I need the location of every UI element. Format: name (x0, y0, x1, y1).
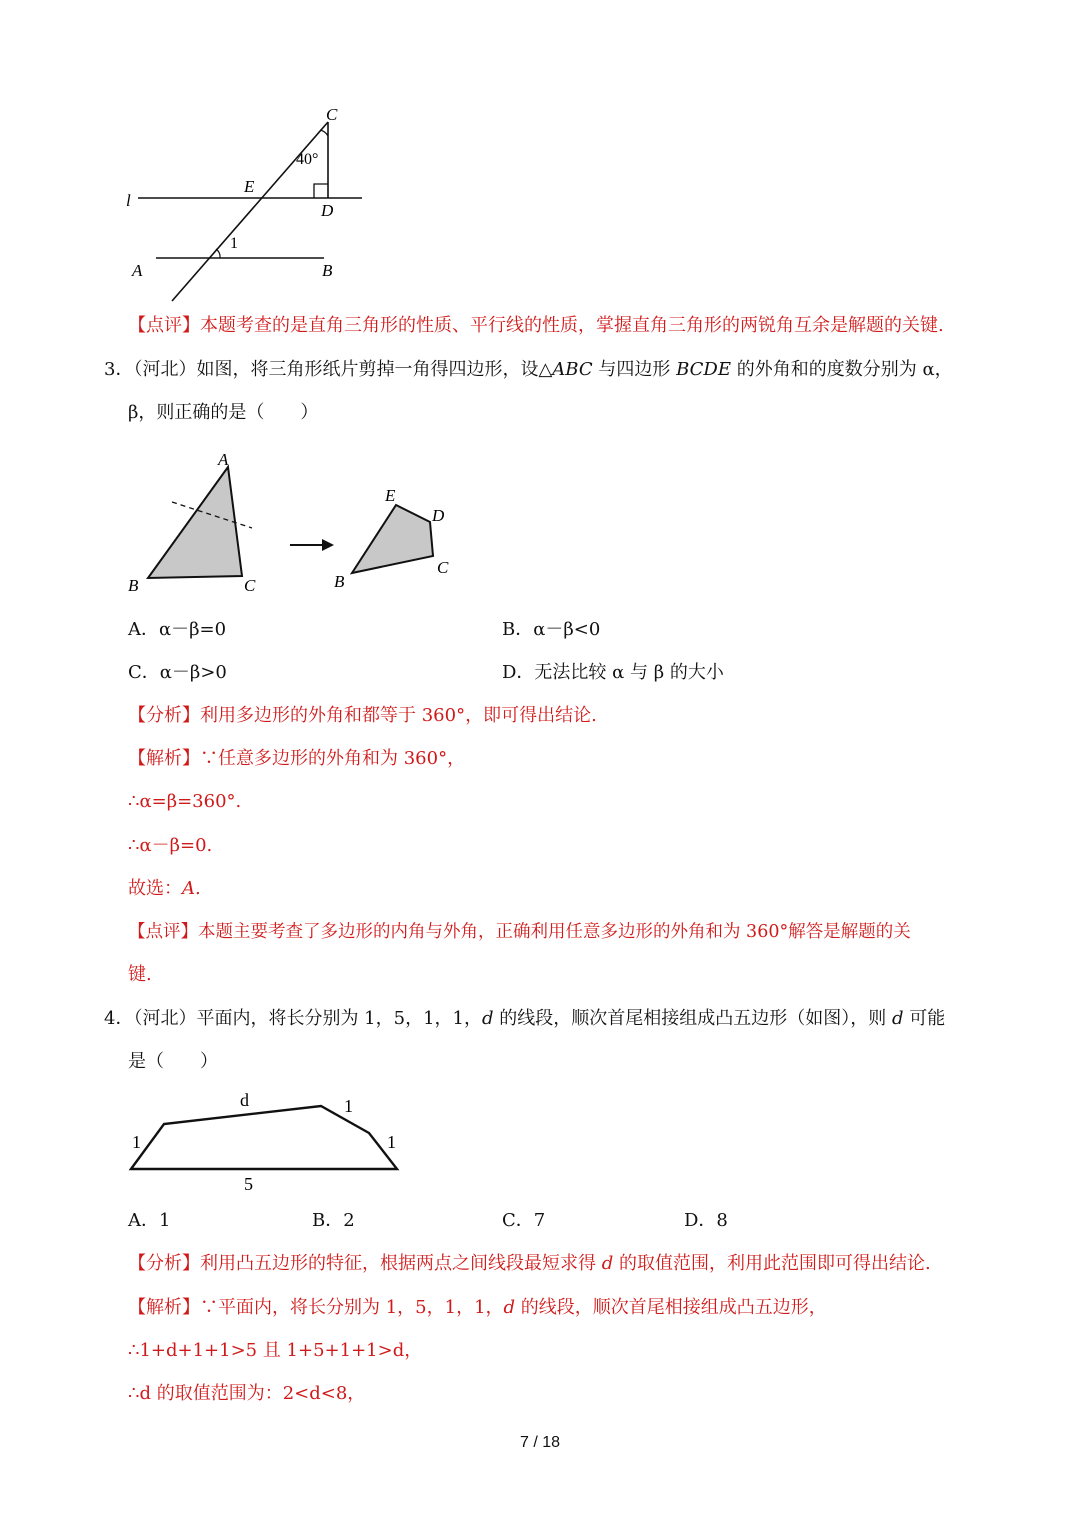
figure-parallel-lines (120, 100, 380, 310)
q3-option-b: B．α－β<0 (502, 619, 601, 640)
q3-option-d: D．无法比较 α 与 β 的大小 (502, 662, 724, 683)
q3-answer: 故选：A. (128, 878, 201, 899)
q4-solution-2: ∴1+d+1+1>5 且 1+5+1+1>d， (128, 1340, 423, 1361)
angle-arc-c (320, 130, 328, 136)
quadrilateral-bcde (352, 505, 433, 573)
label-angle-1: 1 (230, 235, 238, 252)
label-c: C (326, 105, 338, 124)
q2-comment: 【点评】本题考查的是直角三角形的性质、平行线的性质，掌握直角三角形的两锐角互余是解题的关键. (128, 315, 944, 336)
figure-pentagon (120, 1088, 410, 1198)
q3-option-a: A．α－β=0 (128, 619, 227, 640)
arrow-head (322, 539, 334, 551)
right-angle-mark (314, 184, 328, 198)
q4-analysis: 【分析】利用凸五边形的特征，根据两点之间线段最短求得 d 的取值范围，利用此范围即可得出结论. (128, 1253, 931, 1274)
label-d: D (321, 201, 334, 220)
q4-option-a: A．1 (128, 1210, 171, 1231)
q3-stem-line2: β，则正确的是（ ） (128, 402, 319, 423)
figure-triangle-cut (120, 445, 470, 595)
label-e: E (244, 177, 255, 196)
q3-comment-2: 键. (128, 964, 152, 985)
label-a: A (132, 261, 143, 280)
label-1-top: 1 (344, 1096, 353, 1116)
q4-solution-3: ∴d 的取值范围为：2<d<8， (128, 1383, 366, 1404)
q3-solution-3: ∴α－β=0. (128, 835, 213, 856)
transversal (172, 122, 328, 301)
triangle-abc (148, 467, 242, 578)
label-d2: D (432, 506, 445, 525)
label-e2: E (385, 486, 396, 505)
q4-option-c: C．7 (502, 1210, 546, 1231)
label-b: B (128, 576, 139, 595)
label-c: C (244, 576, 256, 595)
q3-option-c: C．α－β>0 (128, 662, 227, 683)
pentagon (131, 1106, 397, 1169)
label-l: l (126, 191, 131, 210)
q3-comment-1: 【点评】本题主要考查了多边形的内角与外角，正确利用任意多边形的外角和为 360°解答是解题的关 (128, 922, 911, 942)
q4-stem-line1: 4．（河北）平面内，将长分别为 1，5，1，1，d 的线段，顺次首尾相接组成凸五边形（如图），则 d 可能 (104, 1008, 946, 1029)
label-d: d (240, 1090, 249, 1110)
page-number: 7 / 18 (519, 1434, 561, 1451)
q3-solution-2: ∴α=β=360°. (128, 791, 242, 812)
label-b2: B (334, 572, 345, 591)
q4-stem-line2: 是（ ） (128, 1051, 218, 1072)
label-c2: C (437, 558, 449, 577)
label-b: B (322, 261, 333, 280)
label-5: 5 (244, 1174, 253, 1194)
label-1-right: 1 (387, 1132, 396, 1152)
q3-analysis: 【分析】利用多边形的外角和都等于 360°，即可得出结论. (128, 705, 597, 726)
q4-option-d: D．8 (684, 1210, 728, 1231)
q4-solution-1: 【解析】∵平面内，将长分别为 1，5，1，1，d 的线段，顺次首尾相接组成凸五边形， (128, 1297, 827, 1318)
q3-solution-1: 【解析】∵任意多边形的外角和为 360°， (128, 748, 466, 769)
label-1-left: 1 (132, 1132, 141, 1152)
q3-stem-line1: 3．（河北）如图，将三角形纸片剪掉一角得四边形，设△ABC 与四边形 BCDE 的外角和的度数分别为 α， (104, 359, 953, 380)
label-40: 40° (296, 151, 319, 168)
label-a: A (218, 450, 229, 469)
q4-option-b: B．2 (312, 1210, 355, 1231)
